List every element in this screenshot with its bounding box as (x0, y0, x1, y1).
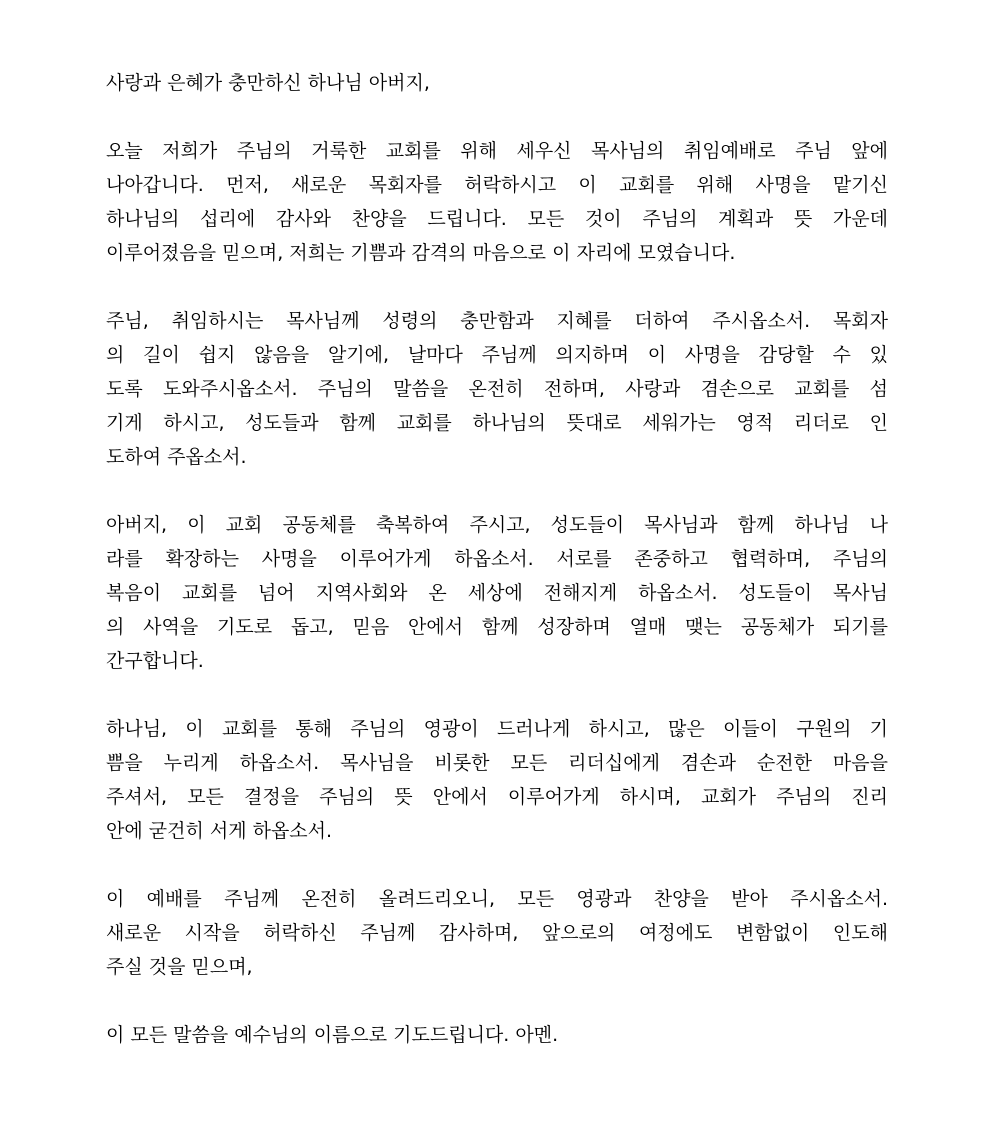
text-line: 도록 도와주시옵소서. 주님의 말씀을 온전히 전하며, 사랑과 겸손으로 교회를 섬 (106, 378, 888, 400)
text-line: 하나님, 이 교회를 통해 주님의 영광이 드러나게 하시고, 많은 이들이 구원의 기 (106, 718, 888, 740)
paragraph-closing (106, 1018, 888, 1052)
text-line: 사랑과 은혜가 충만하신 하나님 아버지, (106, 72, 430, 94)
text-line: 주실 것을 믿으며, (106, 956, 253, 978)
text-line: 이루어졌음을 믿으며, 저희는 기쁨과 감격의 마음으로 이 자리에 모였습니다. (106, 242, 736, 264)
text-line: 이 예배를 주님께 온전히 올려드리오니, 모든 영광과 찬양을 받아 주시옵소서. (106, 888, 888, 910)
text-line: 나아갑니다. 먼저, 새로운 목회자를 허락하시고 이 교회를 위해 사명을 맡기신 (106, 174, 888, 196)
text-line: 주셔서, 모든 결정을 주님의 뜻 안에서 이루어가게 하시며, 교회가 주님의 진리 (106, 786, 888, 808)
text-line: 안에 굳건히 서게 하옵소서. (106, 820, 333, 842)
paragraph-pastor-blessing (106, 304, 888, 474)
text-line: 간구합니다. (106, 650, 204, 672)
text-line: 하나님의 섭리에 감사와 찬양을 드립니다. 모든 것이 주님의 계획과 뜻 가운데 (106, 208, 888, 230)
paragraph-greeting (106, 66, 888, 100)
text-line: 주님, 취임하시는 목사님께 성령의 충만함과 지혜를 더하여 주시옵소서. 목회자 (106, 310, 888, 332)
paragraph-community (106, 508, 888, 678)
paragraph-opening (106, 134, 888, 270)
paragraph-offering (106, 882, 888, 984)
text-line: 이 모든 말씀을 예수님의 이름으로 기도드립니다. 아멘. (106, 1024, 559, 1046)
text-line: 라를 확장하는 사명을 이루어가게 하옵소서. 서로를 존중하고 협력하며, 주님의 (106, 548, 888, 570)
text-line: 의 길이 쉽지 않음을 알기에, 날마다 주님께 의지하며 이 사명을 감당할 수 있 (106, 344, 888, 366)
paragraph-glory (106, 712, 888, 848)
text-line: 도하여 주옵소서. (106, 446, 247, 468)
text-line: 복음이 교회를 넘어 지역사회와 온 세상에 전해지게 하옵소서. 성도들이 목사님 (106, 582, 888, 604)
document-body (106, 66, 888, 1086)
text-line: 아버지, 이 교회 공동체를 축복하여 주시고, 성도들이 목사님과 함께 하나님 나 (106, 514, 888, 536)
text-line: 기게 하시고, 성도들과 함께 교회를 하나님의 뜻대로 세워가는 영적 리더로 인 (106, 412, 888, 434)
text-line: 쁨을 누리게 하옵소서. 목사님을 비롯한 모든 리더십에게 겸손과 순전한 마음을 (106, 752, 888, 774)
text-line: 새로운 시작을 허락하신 주님께 감사하며, 앞으로의 여정에도 변함없이 인도해 (106, 922, 888, 944)
text-line: 의 사역을 기도로 돕고, 믿음 안에서 함께 성장하며 열매 맺는 공동체가 되기를 (106, 616, 888, 638)
text-line: 오늘 저희가 주님의 거룩한 교회를 위해 세우신 목사님의 취임예배로 주님 앞에 (106, 140, 888, 162)
